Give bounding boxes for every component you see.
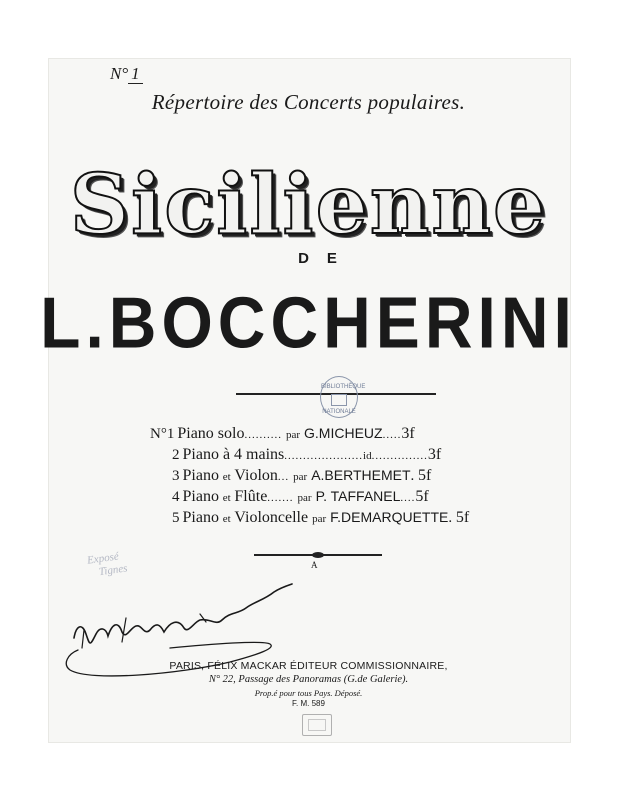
- small-mark: A: [311, 560, 318, 570]
- ornament-rule: [254, 554, 382, 556]
- publisher-address: N° 22, Passage des Panoramas (G.de Galerie).: [208, 674, 409, 685]
- composer-name: L.BOCCHERINI: [40, 281, 577, 363]
- series-title: Répertoire des Concerts populaires.: [151, 90, 466, 114]
- plate-number: F. M. 589: [292, 699, 325, 708]
- edition-row: 2 Piano à 4 mains.....................id...............3f: [172, 446, 442, 463]
- library-stamp: BIBLIOTHÈQUE NATIONALE: [320, 376, 358, 418]
- rights-notice: Prop.é pour tous Pays. Déposé.: [254, 688, 363, 698]
- number-mark: N° 1: [110, 64, 143, 84]
- edition-row: N°1 Piano solo.......... par G.MICHEUZ.....3f: [150, 425, 415, 442]
- edition-row: 4 Piano et Flûte....... par P. TAFFANEL....5f: [172, 488, 429, 505]
- number-mark-hand: 1: [128, 64, 143, 84]
- bottom-stamp: [302, 714, 332, 736]
- work-title: Sicilienne: [69, 157, 548, 253]
- edition-row: 5 Piano et Violoncelle par F.DEMARQUETTE. 5f: [172, 509, 470, 526]
- publisher-line: PARIS, FÉLIX MACKAR ÉDITEUR COMMISSIONNAIRE,: [169, 660, 448, 672]
- de-label: DE: [298, 250, 355, 267]
- edition-row: 3 Piano et Violon... par A.BERTHEMET. 5f: [172, 467, 432, 484]
- faint-handwritten-note: Exposé Tignes: [86, 550, 129, 579]
